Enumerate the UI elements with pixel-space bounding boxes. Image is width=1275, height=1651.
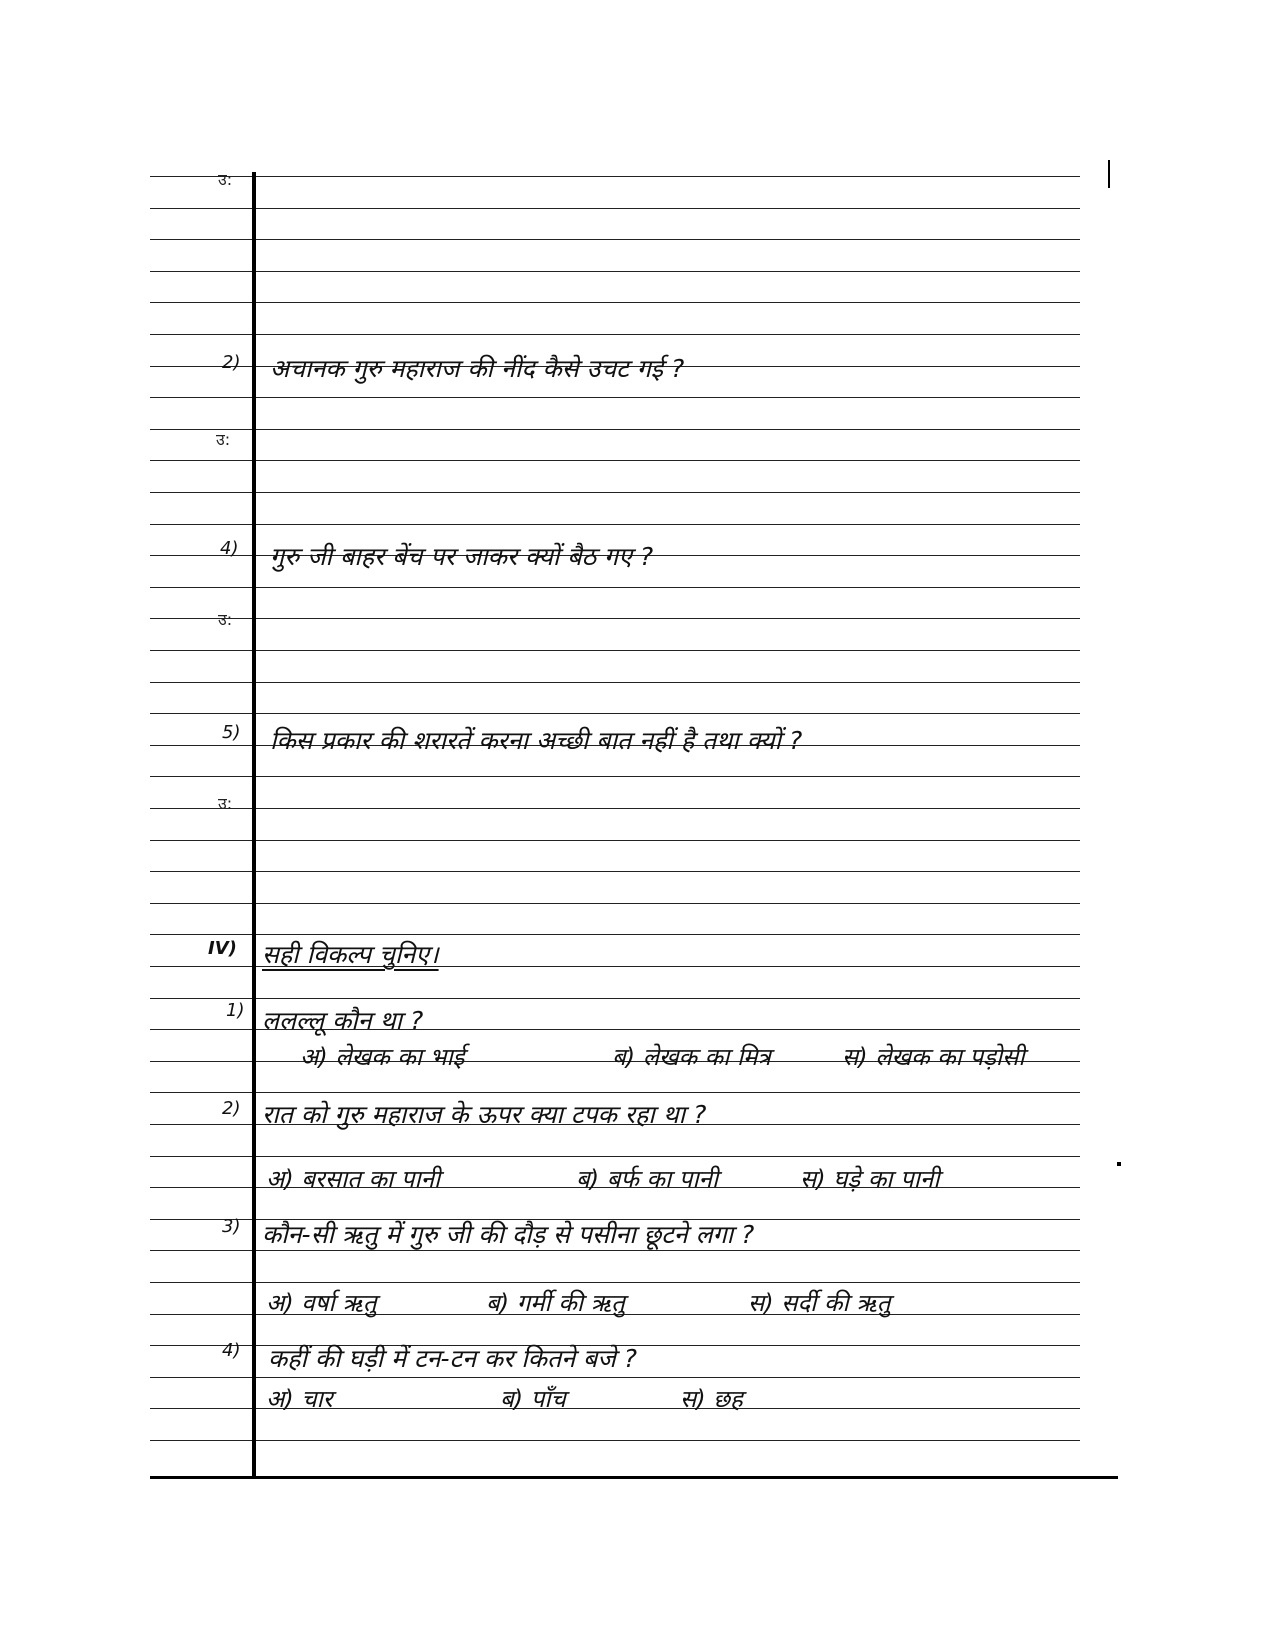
ruled-line [150, 998, 1080, 999]
ruled-line [150, 1250, 1080, 1251]
ruled-line [150, 492, 1080, 493]
answer-label: उ: [218, 794, 233, 813]
ruled-line [150, 302, 1080, 303]
mcq-question: ललल्लू कौन था ? [262, 1006, 424, 1035]
question-text: अचानक गुरु महाराज की नींद कैसे उचट गई ? [270, 354, 685, 383]
ruled-line [150, 208, 1080, 209]
mcq-option: अ) वर्षा ऋतु [266, 1289, 377, 1317]
question-text: गुरु जी बाहर बेंच पर जाकर क्यों बैठ गए ? [270, 542, 654, 571]
ruled-line [150, 397, 1080, 398]
mcq-option: ब) गर्मी की ऋतु [486, 1289, 625, 1317]
ruled-line [150, 903, 1080, 904]
ruled-line [150, 176, 1080, 177]
ruled-line [150, 239, 1080, 240]
ruled-line [150, 429, 1080, 430]
mcq-option: अ) लेखक का भाई [300, 1043, 465, 1071]
ruled-line [150, 271, 1080, 272]
section-heading: सही विकल्प चुनिए। [262, 940, 439, 969]
mcq-option: अ) चार [266, 1385, 333, 1413]
mcq-number: 1) [226, 1000, 245, 1021]
ruled-line [150, 587, 1080, 588]
ruled-line [150, 713, 1080, 714]
ruled-line [150, 334, 1080, 335]
mcq-option: स) छह [680, 1385, 743, 1413]
ruled-line [150, 840, 1080, 841]
ruled-line [150, 618, 1080, 619]
top-right-tick [1108, 160, 1110, 188]
ruled-line [150, 460, 1080, 461]
answer-label: उ: [216, 430, 231, 449]
mcq-option: स) घड़े का पानी [800, 1165, 940, 1193]
mcq-option: स) लेखक का पड़ोसी [842, 1043, 1025, 1071]
margin-line [252, 172, 256, 1476]
mcq-number: 3) [222, 1216, 241, 1237]
mcq-number: 2) [222, 1098, 241, 1119]
mcq-option: ब) पाँच [500, 1385, 566, 1413]
ruled-line [150, 650, 1080, 651]
mcq-number: 4) [222, 1340, 241, 1361]
ruled-line [150, 934, 1080, 935]
question-number: 5) [222, 722, 241, 743]
question-text: किस प्रकार की शरारतें करना अच्छी बात नहीं है तथा क्यों ? [270, 726, 803, 755]
ruled-line [150, 1440, 1080, 1441]
answer-label: उ: [218, 610, 233, 629]
mcq-question: रात को गुरु महाराज के ऊपर क्या टपक रहा था ? [262, 1100, 707, 1129]
ruled-line [150, 1282, 1080, 1283]
ruled-line [150, 682, 1080, 683]
question-number: 2) [222, 352, 241, 373]
section-number: IV) [208, 938, 237, 959]
mcq-question: कौन-सी ऋतु में गुरु जी की दौड़ से पसीना छूटने लगा ? [262, 1220, 755, 1249]
mcq-option: स) सर्दी की ऋतु [748, 1289, 891, 1317]
mcq-option: अ) बरसात का पानी [266, 1165, 441, 1193]
ruled-line [150, 524, 1080, 525]
mcq-question: कहीं की घड़ी में टन-टन कर कितने बजे ? [268, 1344, 638, 1373]
question-number: 4) [220, 538, 239, 559]
answer-label: उ: [218, 170, 233, 189]
bottom-border [150, 1476, 1118, 1479]
ruled-line [150, 871, 1080, 872]
ruled-line [150, 1156, 1080, 1157]
ruled-line [150, 808, 1080, 809]
mcq-option: ब) लेखक का मित्र [612, 1043, 771, 1071]
ruled-line [150, 1377, 1080, 1378]
ruled-line [150, 776, 1080, 777]
speck [1117, 1162, 1121, 1166]
mcq-option: ब) बर्फ का पानी [576, 1165, 719, 1193]
ruled-line [150, 1092, 1080, 1093]
